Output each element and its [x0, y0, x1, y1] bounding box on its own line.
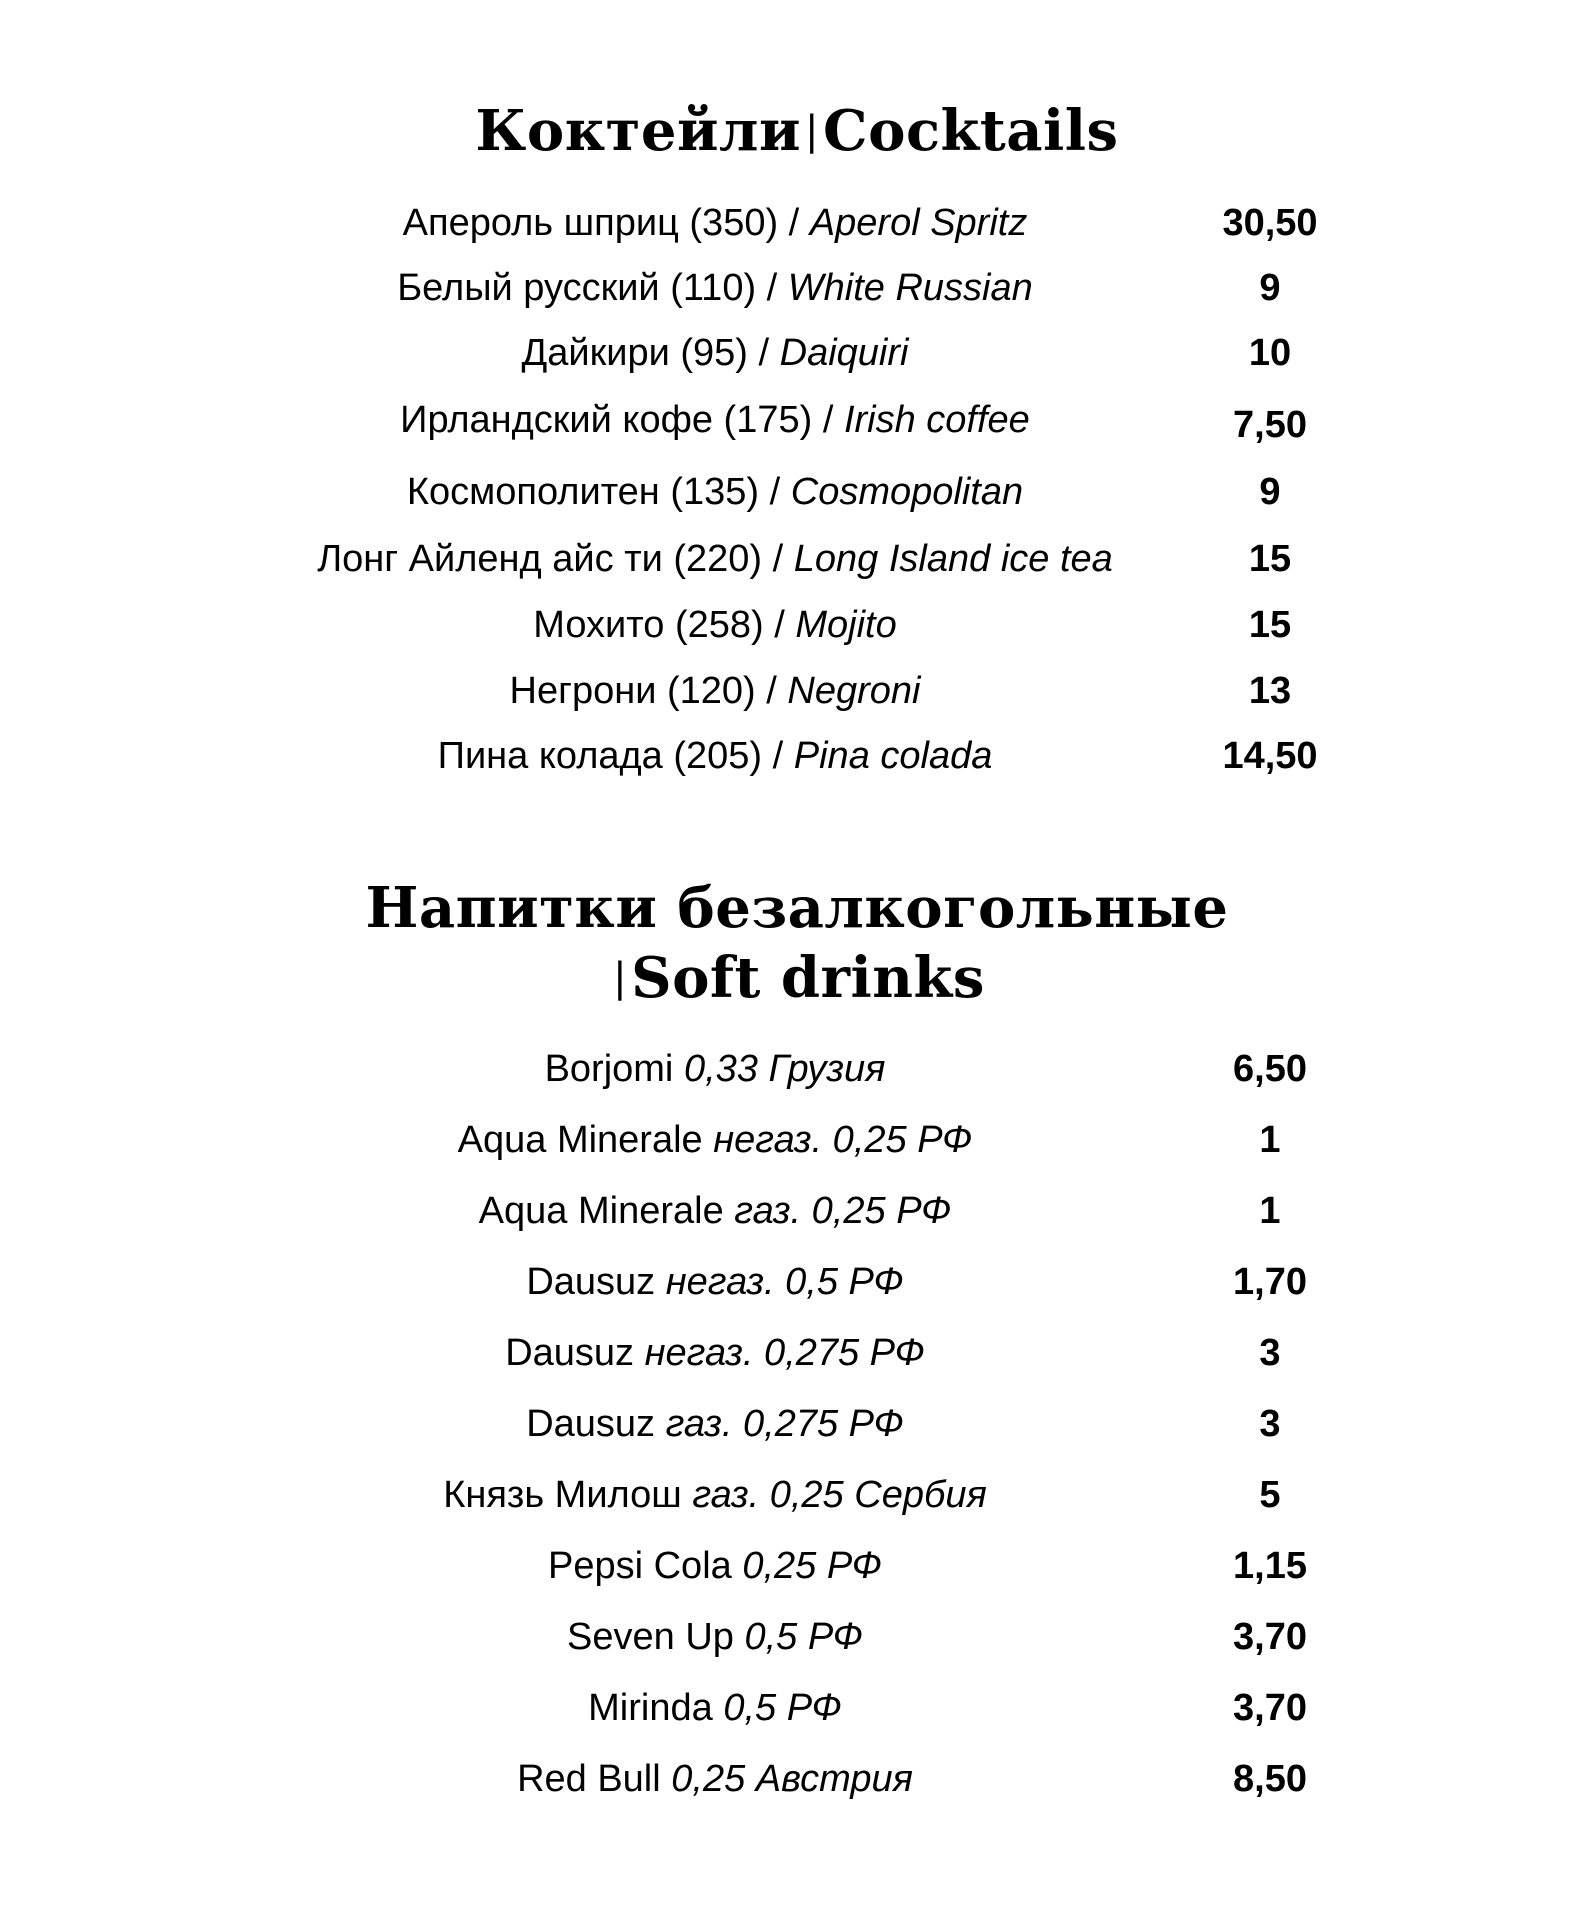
- item-details: 0,25 Австрия: [671, 1758, 913, 1800]
- menu-item-name: [215, 1320, 1215, 1386]
- item-name-en: Long Island ice tea: [793, 538, 1113, 580]
- menu-item-price: 1: [1259, 1190, 1281, 1232]
- menu-item-row: [0, 592, 1594, 658]
- menu-item-price: 8,50: [1233, 1758, 1307, 1800]
- menu-item-row: [0, 526, 1594, 592]
- menu-item-name: [215, 190, 1215, 256]
- item-details: негаз. 0,275 РФ: [644, 1332, 925, 1374]
- item-name: Seven Up: [567, 1616, 734, 1658]
- menu-item-name: [215, 1604, 1215, 1670]
- menu-item-row: [0, 459, 1594, 525]
- menu-item-row: [0, 190, 1594, 256]
- menu-item-name: [215, 658, 1215, 724]
- menu-item-name: [215, 1249, 1215, 1315]
- menu-item-name: [215, 1036, 1215, 1102]
- item-name: Aqua Minerale: [457, 1119, 703, 1161]
- item-name-en: Aperol Spritz: [809, 202, 1028, 244]
- menu-item-name: [215, 320, 1215, 386]
- item-details: газ. 0,25 РФ: [734, 1190, 952, 1232]
- soft-drinks-title-en-line: [0, 945, 1594, 1011]
- item-details: негаз. 0,25 РФ: [713, 1119, 973, 1161]
- menu-item-name: [215, 1391, 1215, 1457]
- item-name: Red Bull: [517, 1758, 661, 1800]
- menu-item-price: 3,70: [1233, 1616, 1307, 1658]
- menu-item-row: [0, 255, 1594, 321]
- item-name: Aqua Minerale: [478, 1190, 724, 1232]
- item-name-en: Mojito: [795, 604, 897, 646]
- menu-item-price: 3: [1259, 1403, 1281, 1445]
- item-name: Князь Милош: [443, 1474, 682, 1516]
- menu-item-row: [0, 1462, 1594, 1528]
- item-name-ru: Ирландский кофе (175) /: [400, 399, 834, 441]
- item-details: газ. 0,275 РФ: [665, 1403, 904, 1445]
- item-name: Dausuz: [505, 1332, 635, 1374]
- menu-item-name: [215, 526, 1215, 592]
- item-name-en: White Russian: [787, 267, 1033, 309]
- menu-item-row: [0, 1107, 1594, 1173]
- menu-item-row: [0, 320, 1594, 386]
- menu-item-name: [215, 387, 1215, 453]
- item-name-en: Pina colada: [793, 735, 993, 777]
- menu-item-price: 3: [1259, 1332, 1281, 1374]
- item-name: Borjomi: [544, 1048, 674, 1090]
- soft-drinks-title-en: Soft drinks: [631, 945, 985, 1011]
- item-details: 0,33 Грузия: [683, 1048, 886, 1090]
- cocktails-section-title: [0, 98, 1594, 164]
- menu-item-name: [215, 459, 1215, 525]
- menu-item-price: 1,70: [1233, 1261, 1307, 1303]
- cocktails-title-ru: Коктейли: [475, 98, 802, 164]
- menu-item-name: [215, 1533, 1215, 1599]
- menu-item-price: 3,70: [1233, 1687, 1307, 1729]
- item-details: газ. 0,25 Сербия: [692, 1474, 987, 1516]
- soft-drinks-title-separator: |: [613, 955, 628, 1001]
- item-name: Dausuz: [526, 1403, 656, 1445]
- menu-item-row: [0, 1391, 1594, 1457]
- item-details: 0,5 РФ: [744, 1616, 863, 1658]
- menu-item-name: [215, 1178, 1215, 1244]
- menu-item-price: 6,50: [1233, 1048, 1307, 1090]
- menu-item-row: [0, 1178, 1594, 1244]
- menu-item-price: 1,15: [1233, 1545, 1307, 1587]
- menu-item-price: 9: [1259, 267, 1281, 309]
- item-details: негаз. 0,5 РФ: [665, 1261, 904, 1303]
- menu-item-name: [215, 1462, 1215, 1528]
- soft-drinks-title-ru: Напитки безалкогольные: [365, 875, 1229, 941]
- item-details: 0,5 РФ: [723, 1687, 842, 1729]
- menu-item-price: 1: [1259, 1119, 1281, 1161]
- cocktails-title-en: Cocktails: [823, 98, 1119, 164]
- item-name-ru: Белый русский (110) /: [397, 267, 778, 309]
- cocktails-title-separator: |: [805, 108, 820, 154]
- menu-item-price: 7,50: [1233, 404, 1307, 446]
- item-name: Mirinda: [588, 1687, 713, 1729]
- menu-item-row: [0, 723, 1594, 789]
- menu-item-row: [0, 1604, 1594, 1670]
- item-name-ru: Дайкири (95) /: [521, 332, 770, 374]
- menu-item-price: 14,50: [1222, 735, 1318, 777]
- item-name-ru: Космополитен (135) /: [406, 471, 781, 513]
- menu-item-row: [0, 1746, 1594, 1812]
- menu-item-name: [215, 1746, 1215, 1812]
- menu-item-price: 9: [1259, 471, 1281, 513]
- menu-item-row: [0, 1036, 1594, 1102]
- menu-item-name: [215, 723, 1215, 789]
- item-name-ru: Пина колада (205) /: [437, 735, 784, 777]
- menu-item-price: 10: [1248, 332, 1292, 374]
- menu-item-price: 13: [1248, 670, 1292, 712]
- item-name: Pepsi Cola: [548, 1545, 732, 1587]
- item-name-ru: Негрони (120) /: [509, 670, 777, 712]
- menu-item-price: 5: [1259, 1474, 1281, 1516]
- menu-item-price: 15: [1248, 538, 1292, 580]
- item-name-ru: Мохито (258) /: [533, 604, 785, 646]
- item-name-en: Daiquiri: [779, 332, 909, 374]
- menu-item-name: [215, 1675, 1215, 1741]
- menu-item-row: [0, 1249, 1594, 1315]
- menu-item-price: 30,50: [1222, 202, 1318, 244]
- menu-item-row: [0, 1533, 1594, 1599]
- menu-item-price: 15: [1248, 604, 1292, 646]
- menu-item-row: [0, 387, 1594, 453]
- item-name-en: Negroni: [787, 670, 921, 712]
- menu-item-row: [0, 1675, 1594, 1741]
- item-details: 0,25 РФ: [742, 1545, 882, 1587]
- item-name: Dausuz: [526, 1261, 656, 1303]
- menu-item-row: [0, 1320, 1594, 1386]
- item-name-ru: Апероль шприц (350) /: [402, 202, 800, 244]
- menu-item-name: [215, 1107, 1215, 1173]
- item-name-en: Irish coffee: [843, 399, 1030, 441]
- item-name-en: Cosmopolitan: [790, 471, 1024, 513]
- item-name-ru: Лонг Айленд айс ти (220) /: [317, 538, 784, 580]
- menu-item-row: [0, 658, 1594, 724]
- menu-item-name: [215, 592, 1215, 658]
- menu-item-name: [215, 255, 1215, 321]
